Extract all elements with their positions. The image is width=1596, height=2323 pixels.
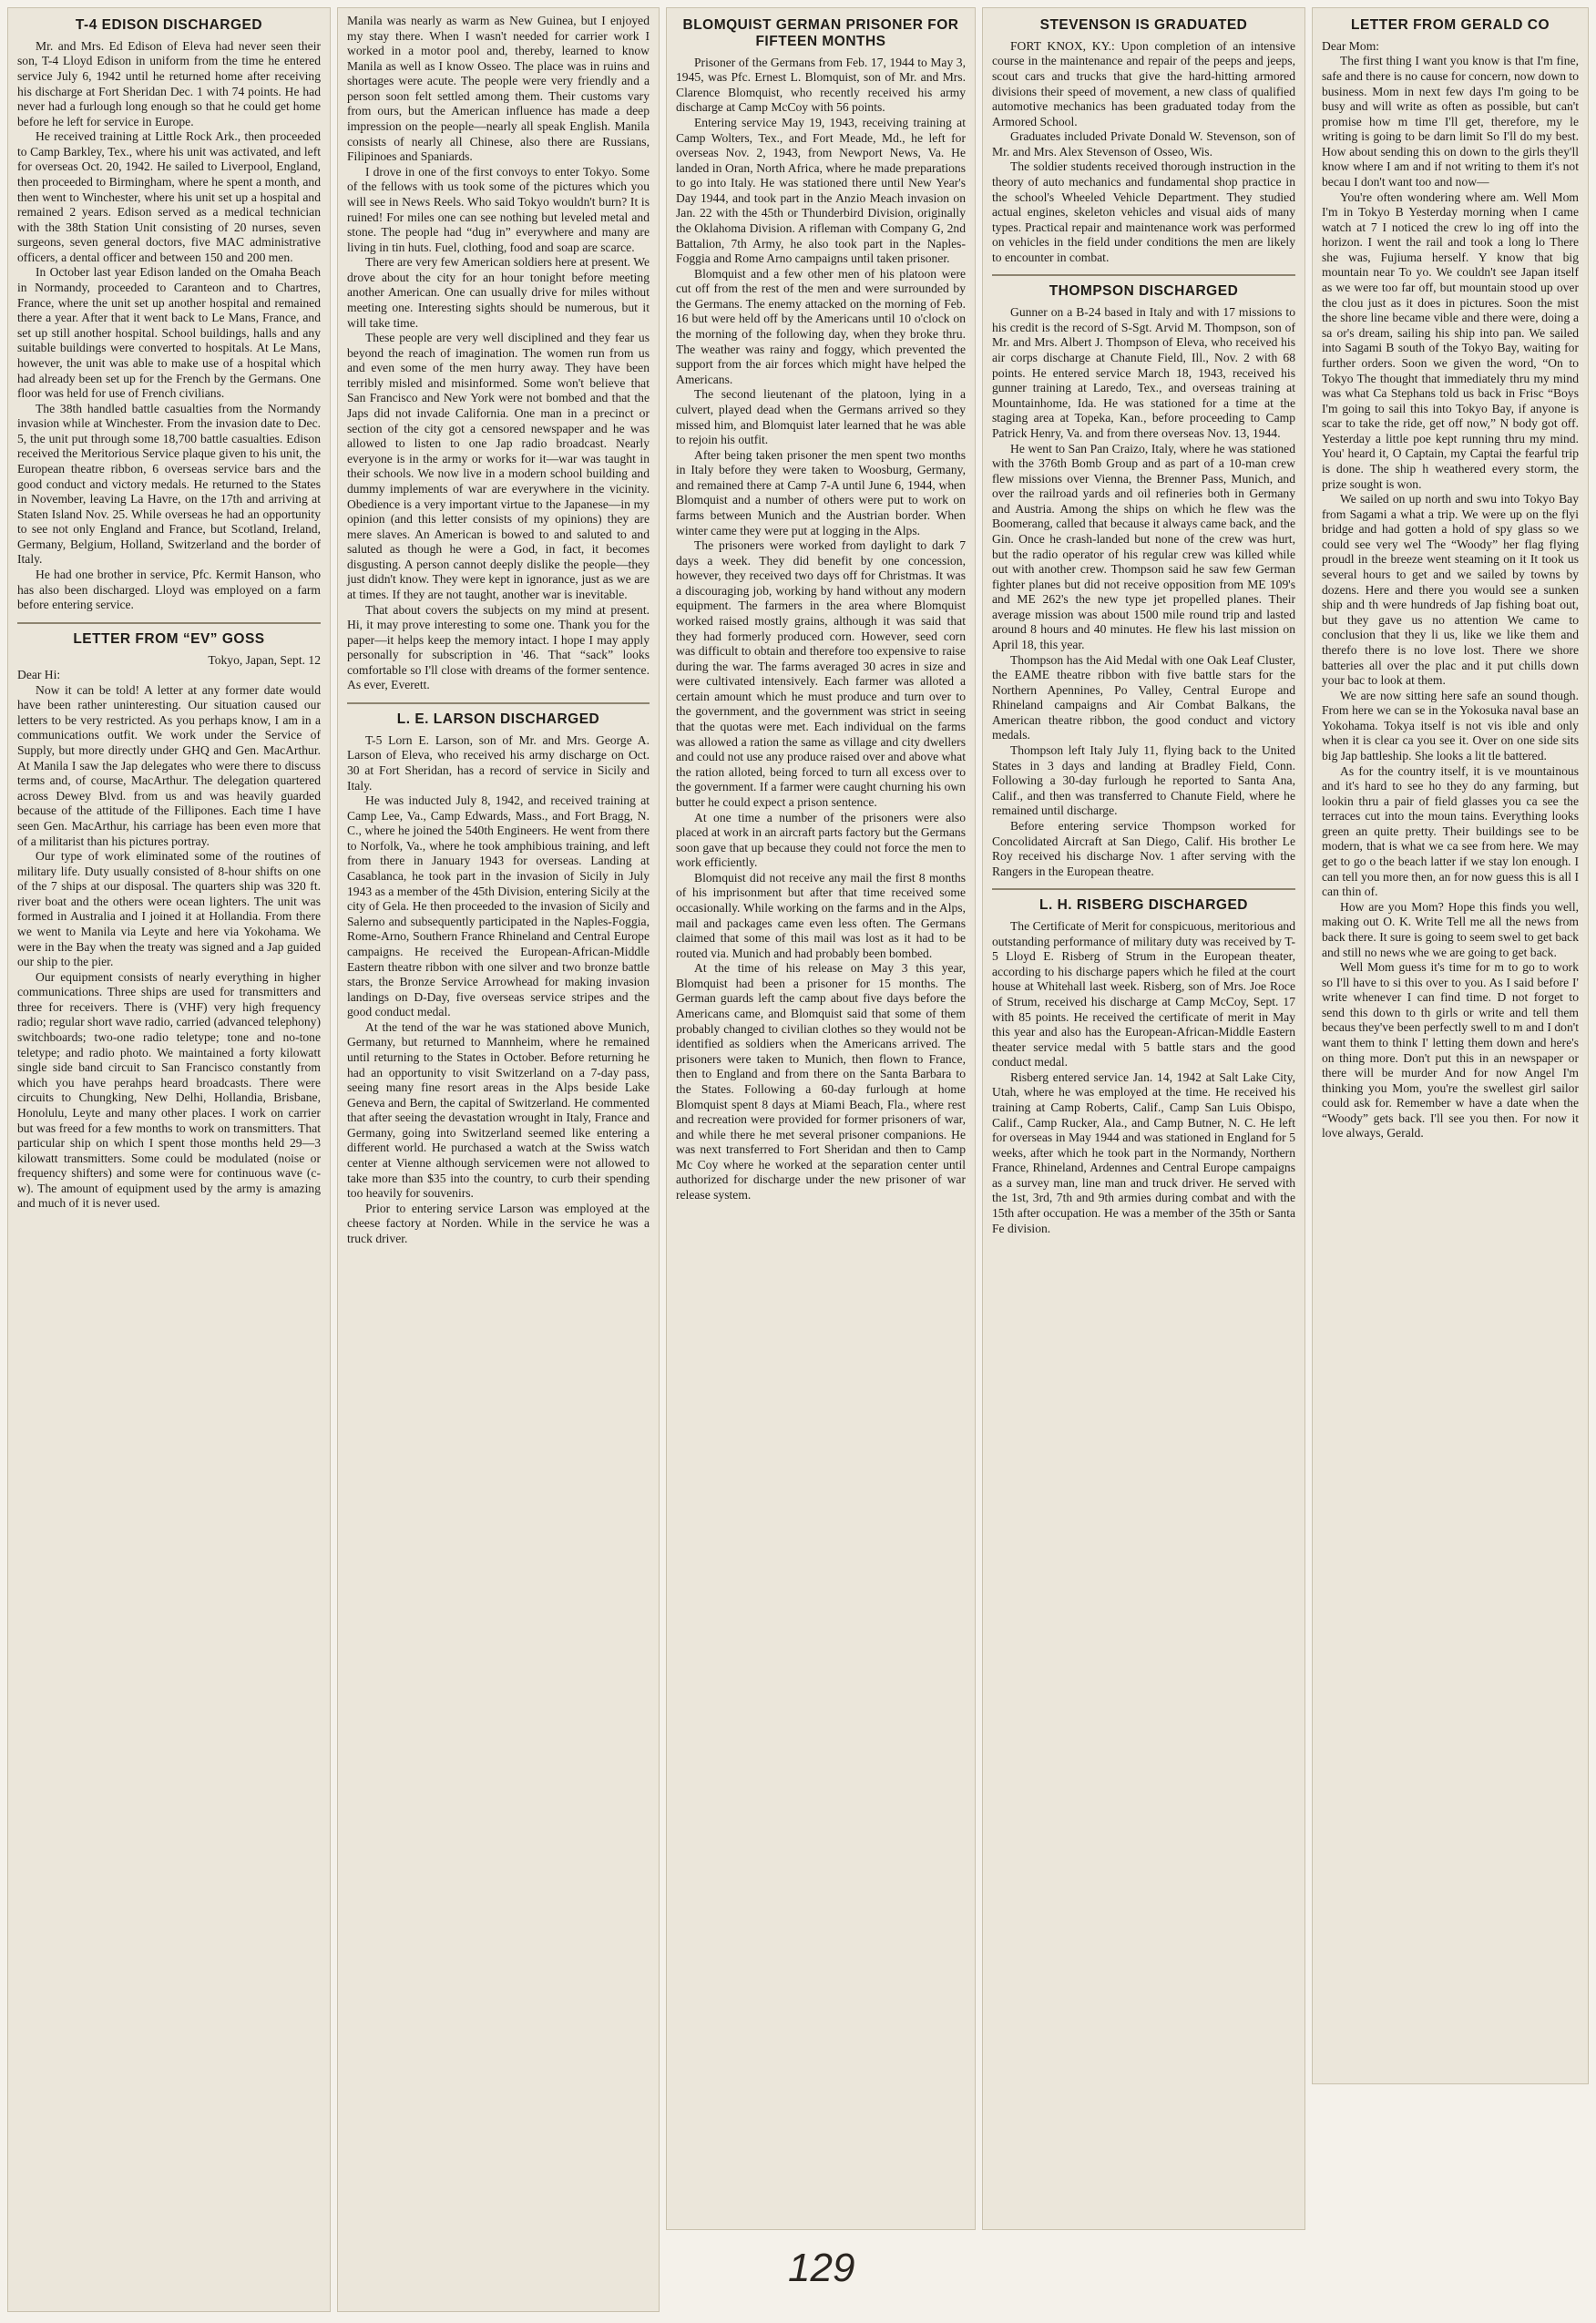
paragraph: Graduates included Private Donald W. Stevenson, son of Mr. and Mrs. Alex Stevenson of Osseo, Wis.	[992, 129, 1295, 159]
column-1	[7, 7, 331, 2312]
paragraph: We sailed on up north and swu into Tokyo Bay from Sagami a what a trip. We were up on the flyi bridge and had gotten a hold of spy glass so we could see very wel The “Woody” her flag flying proudl in the breeze went steaming on it It took us several hours to get and we sailed by towns by dozens. Here and there you would see a sunken ship and th were hundreds of Jap fishing boat out, but they gave us no attention We came to conclusion that they li us, like we like them and therefo there is no love lost. There we shore batteries all over the plac and it put chills down your bac to look at them.	[1322, 492, 1579, 688]
paragraph: These people are very well disciplined and they fear us beyond the reach of imagination. The women run from us and even some of the men hurry away. They have been terribly misled and misinformed. Some won't believe that San Francisco and New York were not bombed and that the Japs did not invade California. One man in a precinct or section of the city got a censored newspaper and he was allowed to listen to one Jap radio broadcast. Nearly everyone is in the army or works for it—war was taught in their schools. We now live in a modern school building and dummy implements of war are everywhere in the vicinity. Obedience is a very important virtue to the Japanese—in my opinion (and this letter consists of my opinions) they are mere slaves. An American is bowed to and saluted to and saluted as though he were a God, in fact, it becomes disgusting. A person cannot deeply dislike the people—they just didn't know. They were kept in ignorance, just as we are at times. If they are not taught, another war is inevitable.	[347, 331, 650, 601]
paragraph: Thompson left Italy July 11, flying back to the United States in 3 days and landing at Bradley Field, Conn. Following a 30-day furlough he reported to Santa Ana, Calif., and then was transferred to Chanute Field, where he remained until discharge.	[992, 743, 1295, 818]
paragraph: The soldier students received thorough instruction in the theory of auto mechanics and fundamental shop practice in the school's Wheeled Vehicle Department. They studied actual engines, skeleton vehicles and visual aids of many types. Practical repair and maintenance work was performed on vehicles in the field under conditions the men are likely to encounter in combat.	[992, 159, 1295, 264]
paragraph: Entering service May 19, 1943, receiving training at Camp Wolters, Tex., and Fort Meade, Md., he left for overseas Nov. 2, 1943, from Newport News, Va. He landed in Oran, North Africa, where he made preparations to go into Italy. He was stationed there until New Year's Day 1944, and took part in the Anzio Meach invasion on Jan. 22 with the 45th or Thunderbird Division, originally the Oklahoma Division. A rifleman with Company G, 2nd Battalion, 7th Army, he also took part in the Naples-Foggia and Rome Arno campaigns until taken prisoner.	[676, 115, 966, 266]
paragraph: Our equipment consists of nearly everything in higher communications. Three ships are used for transmitters and three for receivers. There is (VHF) very high frequency radio; regular short wave radio, carried (advanced telephony) switchboards; two-one radio teletype; tone and no-tone teletype; and radio photo. We maintained a forty kilowatt single side band circuit to San Francisco constantly from which you have perahps heard broadcasts. There were circuits to Chungking, New Delhi, Hollandia, Brisbane, Honolulu, Leyte and many other places. I work on carrier but was freed for a few months to work on transmitters. That particular ship on which I spent those months held 29—3 kilowatt transmitters. Some could be modulated (noise or frequency shifters) and some were for continuous wave (c-w). The amount of equipment used by the army is amazing and much of it is never used.	[17, 969, 321, 1211]
headline: STEVENSON IS GRADUATED	[1039, 17, 1248, 33]
article-risberg	[992, 897, 1295, 1236]
paragraph: I drove in one of the first convoys to enter Tokyo. Some of the fellows with us took some of the pictures which you will see in News Reels. Who said Tokyo wouldn't burn? It is ruined! For miles one can see nothing but leveled metal and stone. The people had “dug in” everywhere and many are living in tin huts. Fuel, clothing, food and soap are scarce.	[347, 164, 650, 254]
paragraph: In October last year Edison landed on the Omaha Beach in Normandy, proceeded to Caranteon and to Chartres, France, where the unit set up another hospital and remained there a year. After that it went back to Le Mans, France, and set up still another hospital. School buildings, halls and any suitable buildings were converted to hospitals. At Le Mans, however, the unit was able to make use of a hospital which had already been set up for the French by the Germans. One floor was held for use of French civilians.	[17, 265, 321, 401]
article-larson	[347, 711, 650, 1246]
paragraph: Risberg entered service Jan. 14, 1942 at Salt Lake City, Utah, where he was employed at the time. He received his training at Camp Roberts, Calif., Camp San Luis Obispo, Calif., Camp Rucker, Ala., and Camp Butner, N. C. He left for overseas in May 1944 and was stationed in England for 5 weeks, after which he took part in the Normandy, Northern France, Rhineland, Ardennes and Central Europe campaigns as a survey man, line man and truck driver. He served with the 1st, 3rd, 7th and 9th armies during combat and with the 15th after occupation. He was a member of the 35th or Santa Fe division.	[992, 1069, 1295, 1235]
paragraph: Blomquist and a few other men of his platoon were cut off from the rest of the men and were surrounded by the Germans. The enemy attacked on the morning of Feb. 16 but were held off by the Americans until 10 o'clock on the morning of the following day, when they broke thru. The weather was rainy and foggy, which prevented the support from the air forces which might have helped the Americans.	[676, 266, 966, 386]
dateline: Tokyo, Japan, Sept. 12	[208, 652, 321, 667]
headline: BLOMQUIST GERMAN PRISONER FOR FIFTEEN MONTHS	[682, 17, 959, 49]
paragraph: Well Mom guess it's time for m to go to work so I'll have to si this over to you. As I said before I' write whenever I can find time. D not forget to send this down to th girls or write and tell them becaus they've been perfectly swell to m and I don't want them to think I' letting them down and here's on thing more. Don't put this in an newspaper or there will be murder And for now Angel I'm thinking you Mom, you're the swellest girl sailor could ask for. Remember w have a date when the “Woody” gets back. I'll see you then. For now it love always, Gerald.	[1322, 960, 1579, 1141]
divider	[347, 702, 650, 704]
paragraph: The second lieutenant of the platoon, lying in a culvert, played dead when the Germans arrived so they missed him, and Blomquist later learned that he was able to rejoin his outfit.	[676, 387, 966, 447]
salutation: Dear Hi:	[17, 668, 61, 682]
paragraph: Mr. and Mrs. Ed Edison of Eleva had never seen their son, T-4 Lloyd Edison in uniform from the time he entered service July 6, 1942 until he returned home after receiving his discharge at Fort Sheridan Dec. 1 with 74 points. He had never had a furlough long enough so that he could get home before he left for service in Europe.	[17, 38, 321, 128]
article-blomquist	[676, 17, 966, 1203]
paragraph: After being taken prisoner the men spent two months in Italy before they were taken to Woosburg, Germany, and remained there at Camp 7-A until June 6, 1944, when Blomquist and a number of others were put to work on farms between Munich and the Austrian border. When winter came they were put at logging in the Alps.	[676, 447, 966, 537]
paragraph: At the tend of the war he was stationed above Munich, Germany, but returned to Mannheim, where he remained until returning to the States in October. Before returning he had an opportunity to visit Switzerland on a 7-day pass, seeing many fine resort areas in the Alps beside Lake Geneva and Bern, the capital of Switzerland. He commented that after seeing the devastation wrought in Italy, France and Germany, going into Switzerland seemed like entering a different world. He purchased a watch at the Swiss watch center at Vienne although servicemen were not allowed to take more than $35 into the country, to curb their spending too heavily for souvenirs.	[347, 1019, 650, 1201]
headline: L. E. LARSON DISCHARGED	[396, 711, 600, 728]
column-2	[337, 7, 660, 2312]
paragraph: The prisoners were worked from daylight to dark 7 days a week. They did benefit by one concession, however, they received two days off for Christmas. It was a discouraging job, working by hand without any modern equipment. The farmers in the area where Blomquist worked raised mostly grains, although it was said that they had formerly produced corn. However, seed corn was difficult to obtain and therefore too expensive to raise during the war. The farms averaged 30 acres in size and were cultivated intensively. Each farmer was alloted a certain amount which he must produce and turn over to the government, and the government was strict in seeing that the quotas were met. Each individual on the farms was allowed a ration the same as village and city dwellers and could not use any produce raised over and above what the ration alloted, being forced to turn all excess over to the government. If a farmer were caught churning his own butter he could expect a prison sentence.	[676, 538, 966, 809]
paragraph: Before entering service Thompson worked for Concolidated Aircraft at San Diego, Calif. His brother Le Roy received his discharge Nov. 1 after serving with the Rangers in the European theatre.	[992, 818, 1295, 878]
paragraph: T-5 Lorn E. Larson, son of Mr. and Mrs. George A. Larson of Eleva, who received his army discharge on Oct. 30 at Fort Sheridan, has a record of service in Sicily and Italy.	[347, 732, 650, 793]
paragraph: Prior to entering service Larson was employed at the cheese factory at Norden. While in the service he was a truck driver.	[347, 1201, 650, 1245]
paragraph: You're often wondering where am. Well Mom I'm in Tokyo B Yesterday morning when I came watch at 7 I noticed the crew lo ing off into the horizon. I went the rail and took a long lo There she was, Fujiuma herself. Y know that big mountain near To yo. We couldn't see Japan itself as we were too far off, but mountain stood up over the clou just as it does in pictures. Soon the mist the shore line became vible and there were, doing a sa or's dream, sailing his ship into pan. We sailed into Sagami B south of the Tokyo Bay, waiting for further orders. Soon we given the word, “On to Tokyo The thought that immediately thru my mind was what Ca Stephans told us back in Frisc “Boys I'm going to sail this into Tokyo Bay, if anyone is scar to take the ride, get off now,” N body got off. Yesterday a little poe kept running thru my mind. You' heard it, O Captain, my Captai the fearful trip is done. The ship h weathered every storm, the prize sought is won.	[1322, 189, 1579, 491]
paragraph: The Certificate of Merit for conspicuous, meritorious and outstanding performance of military duty was received by T-5 Lloyd E. Risberg of Strum in the European theater, according to his discharge papers which he filed at the court house at Whitehall last week. Risberg, son of Mrs. Joe Roce of Strum, received his discharge at Camp McCoy, Sept. 17 with 85 points. He received the certificate of merit in May this year and also has the European-African-Middle Eastern theater service medal with 5 battle stars and the good conduct medal.	[992, 919, 1295, 1069]
paragraph: The first thing I want you know is that I'm fine, safe and there is no cause for concern, now down to business. Mom in next few days I'm going to be busy and will write as often as possible, but can't promise how m time I'll get, therefore, my le writing is going to be darn limit So I'll do my best. How about sending this on down to the girls they'll know where I am and if not writing to them it's not becau I don't want too and now—	[1322, 54, 1579, 189]
column-4	[982, 7, 1305, 2230]
headline: T-4 EDISON DISCHARGED	[75, 17, 263, 33]
page-number: 129	[788, 2246, 855, 2290]
paragraph: Our type of work eliminated some of the routines of military life. Duty usually consisted of 8-hour shifts on one of the 7 ships at our disposal. The quarters ship was 320 ft. river boat and the others were ocean lighters. The unit was formed in Australia and I joined it at Hollandia. From there we went to Manila via Leyte and here via Yokohama. We were in the Bay when the treaty was signed and a Jap guided our ship to the pier.	[17, 849, 321, 969]
paragraph: Blomquist did not receive any mail the first 8 months of his imprisonment but after that time received some occasionally. While working on the farms and in the Alps, mail and packages came even less often. The Germans claimed that some of this mail was lost as it had to be routed via. Munich and had probably been bombed.	[676, 870, 966, 960]
article-stevenson	[992, 17, 1295, 265]
paragraph: Manila was nearly as warm as New Guinea, but I enjoyed my stay there. When I wasn't needed for carrier work I worked in a motor pool and, thereby, learned to know Manila as well as I know Osseo. The place was in ruins and shortages were acute. The people were very friendly and a person soon felt settled among them. Their customs vary from ours, but the American influence has made a deep impression on the people—nearly all speak English. Manila consists of nearly all Chinese, also there are Russians, Filipinoes and Spaniards.	[347, 14, 650, 164]
paragraph: Prisoner of the Germans from Feb. 17, 1944 to May 3, 1945, was Pfc. Ernest L. Blomquist, son of Mr. and Mrs. Clarence Blomquist, who recently received his army discharge at Camp McCoy with 56 points.	[676, 55, 966, 115]
article-edison	[17, 17, 321, 613]
paragraph: As for the country itself, it is ve mountainous and it's hard to see ho they do any farming, but lookin thru a pair of field glasses you ca see the terraces cut into the moun tains. Everything looks green an quite pretty. Their buildings see to be modern, that is what we ca see from here. We may get to go o the beach latter if we stay lon enough. I can tell you more then, an for now guess this is all I can thin of.	[1322, 763, 1579, 899]
article-goss-letter-continued	[347, 14, 650, 693]
headline: THOMPSON DISCHARGED	[1049, 283, 1239, 300]
paragraph: There are very few American soldiers here at present. We drove about the city for an hour tonight before meeting another American. One can usually drive for miles without meeting one. Interesting sights should be numerous, but it will take time.	[347, 255, 650, 330]
column-5	[1312, 7, 1589, 2084]
paragraph: At the time of his release on May 3 this year, Blomquist had been a prisoner for 15 months. The German guards left the camp about five days before the Americans came, and Blomquist said that some of them probably changed to civilian clothes so they would not be identified as soldiers when the Americans arrived. The prisoners were taken to Munich, then flown to France, then to England and from there on the Santa Barbara to the States. Following a 60-day furlough at home Blomquist spent 8 days at Miami Beach, Fla., where rest and recreation were provided for former prisoners of war, and while there he met several prisoner companions. He was next transferred to Fort Sheridan and then to Camp Mc Coy where he worked at the separation center until authorized for discharge under the new prisoner of war release system.	[676, 961, 966, 1202]
paragraph: We are now sitting here safe an sound though. From here we can se in the Yokosuka naval base an Yokohama. Tokya itself is not vis ible and only when it is clear ca you see it. Over on one side sits big Jap battleship. She looks a lit tle battered.	[1322, 688, 1579, 762]
article-thompson	[992, 283, 1295, 879]
divider	[17, 622, 321, 624]
paragraph: He went to San Pan Craizo, Italy, where he was stationed with the 376th Bomb Group and as part of a 10-man crew flew missions over Vienna, the Brenner Pass, Munich, and over the railroad yards and oil refineries both in Germany and Austria. Among the ships on which he flew was the Boomerang, called that because it always came back, and the Gin. Once he crash-landed but none of the crew was hurt, but the radio operator of his regular crew was killed while out with another crew. Thompson said he saw few German fighter planes but did not receive opposition from ME 109's and ME 262's the new type jet propelled planes. Their average mission was about 1500 mile round trip and lasted around 8 hours and 40 minutes. He flew his last mission on April 18, this year.	[992, 441, 1295, 652]
paragraph: The 38th handled battle casualties from the Normandy invasion while at Winchester. From the invasion date to Dec. 5, the unit put through some 18,700 battle casualties. Edison received the Meritorious Service plaque given to his unit, the European theatre ribbon, 6 overseas service bars and the good conduct and victory medals. He returned to the States in November, leaving La Havre, on the 17th and arriving at Staten Island Nov. 25. While overseas he had an opportunity to see not only England and France, but Scotland, Ireland, Germany, Belgium, Holland, Switzerland and the border of Italy.	[17, 401, 321, 567]
paragraph: He was inducted July 8, 1942, and received training at Camp Lee, Va., Camp Edwards, Mass., and Fort Bragg, N. C., where he joined the 540th Engineers. He went from there to Norfolk, Va., where he took amphibious training, and left from there in January 1943 for overseas. Landing at Casablanca, he took part in the invasion of Sicily in July 1943 as a member of the 45th Division, entering Sicily at the city of Gela. He then proceeded to the invasion of Sicily and Salerno and subsequently participated in the Naples-Foggia, Rome-Arno, Southern France Rhineland and Central Europe campaigns. He received the European-African-Middle Eastern theatre ribbon with one silver and two bronze battle stars, the Bronze Service Arrowhead for making invasion landings on D-Day, five overseas service stripes and the good conduct medal.	[347, 793, 650, 1019]
divider	[992, 274, 1295, 276]
paragraph: How are you Mom? Hope this finds you well, making out O. K. Write Tell me all the news from back there. It sure is going to seem swel to get back and still no news whe we are going to get back.	[1322, 899, 1579, 959]
paragraph: He had one brother in service, Pfc. Kermit Hanson, who has also been discharged. Lloyd was employed on a farm before entering service.	[17, 568, 321, 612]
headline: LETTER FROM GERALD CO	[1350, 17, 1550, 33]
paragraph: That about covers the subjects on my mind at present. Hi, it may prove interesting to some one. Thank you for the paper—it helps keep the memory intact. I hope I may apply personally for subscription in '46. That “sack” looks comfortable so I'll close with dreams of the former sentence. As ever, Everett.	[347, 602, 650, 692]
headline: L. H. RISBERG DISCHARGED	[1038, 897, 1248, 914]
paragraph: At one time a number of the prisoners were also placed at work in an aircraft parts factory but the Germans soon gave that up because they could not force the men to work efficiently.	[676, 810, 966, 870]
article-goss-letter	[17, 631, 321, 1212]
paragraph: Now it can be told! A letter at any former date would have been rather uninteresting. Our situation caused our letters to be very restricted. As you perhaps know, I am in a communications outfit. We work under the Service of Supply, but more directly under GHQ and Gen. MacArthur. At Manila I saw the Jap delegates who were there to discuss terms and, of course, MacArthur. The delegation quartered across Dewey Blvd. from us and was heavily guarded because of the attitude of the Fillipones. Each time I have seen Gen. MacArthur, his carriage has been even more that of a militarist than his pictures portray.	[17, 682, 321, 848]
paragraph: FORT KNOX, KY.: Upon completion of an intensive course in the maintenance and repair of the peeps and jeeps, scout cars and trucks that give the hard-hitting armored divisions their speed of movement, a new class of qualified automotive mechanics has been graduated today from the Armored School.	[992, 38, 1295, 128]
paragraph: Gunner on a B-24 based in Italy and with 17 missions to his credit is the record of S-Sgt. Arvid M. Thompson, son of Mr. and Mrs. Albert J. Thompson of Eleva, who received his air corps discharge at Chanute Field, Ill., Nov. 2 with 68 points. He entered service March 18, 1943, received his gunner training at Laredo, Tex., and overseas training at Mountainhome, Ida. He was stationed for a time at the staging area at Topeka, Kan., before proceeding to Camp Patrick Henry, Va. and from there overseas Nov. 13, 1944.	[992, 305, 1295, 440]
column-3	[666, 7, 976, 2230]
headline: LETTER FROM “EV” GOSS	[73, 630, 265, 647]
salutation: Dear Mom:	[1322, 38, 1380, 53]
paragraph: Thompson has the Aid Medal with one Oak Leaf Cluster, the EAME theatre ribbon with five battle stars for the Northern Apennines, Po Valley, Central Europe and Rhineland campaigns and Air Combat Balkans, the American theatre ribbon, the good conduct and victory medals.	[992, 652, 1295, 742]
divider	[992, 888, 1295, 890]
article-gerald-letter	[1322, 17, 1579, 1141]
paragraph: He received training at Little Rock Ark., then proceeded to Camp Barkley, Tex., where his unit was activated, and left for overseas Oct. 20, 1942. He sailed to Liverpool, England, then proceeded to Birmingham, where he spent a month, and then went to Winchester, where his unit set up a hospital and remained 2 years. Edison served as a medical technician with the 38th Station Unit consisting of 20 nurses, seven surgeons, seven general doctors, five MAC administrative officers, a dental officer and between 150 and 200 men.	[17, 129, 321, 264]
